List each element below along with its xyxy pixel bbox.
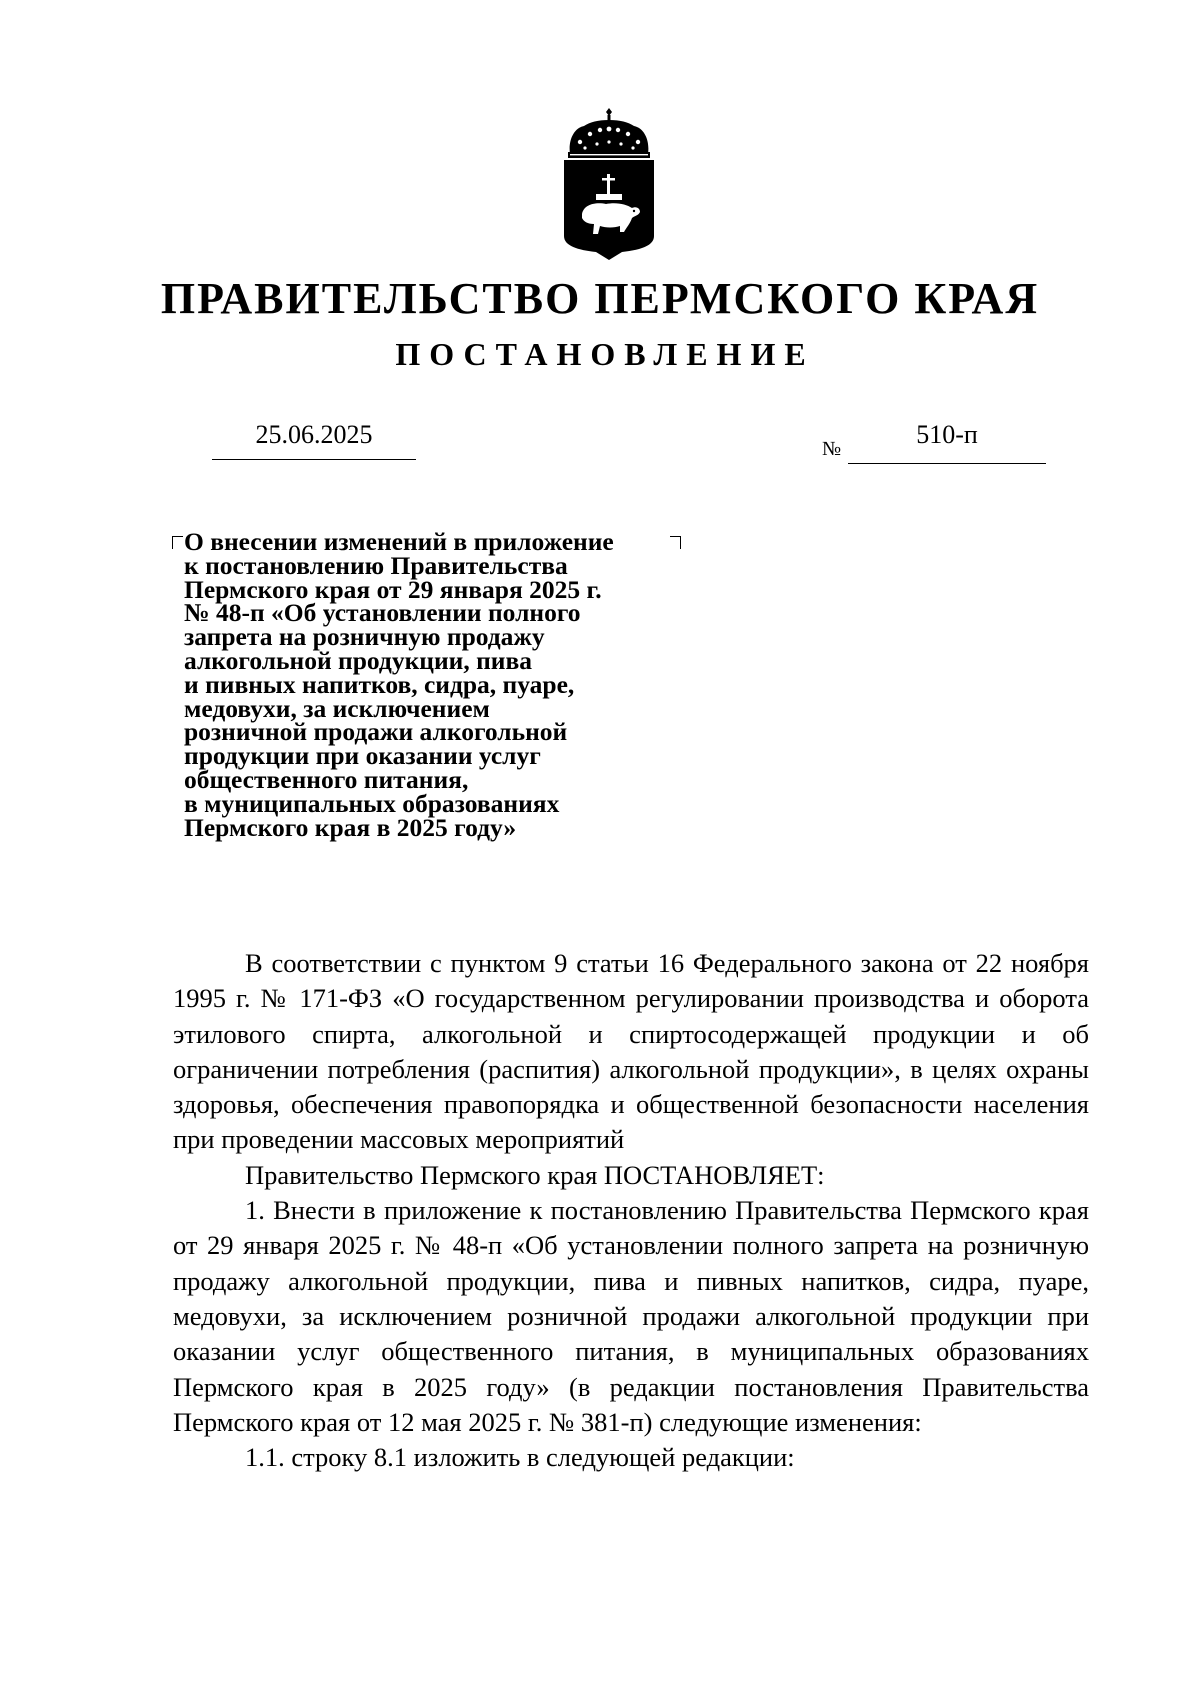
subject-line: алкогольной продукции, пива: [184, 645, 533, 675]
subject-line: О внесении изменений в приложение: [184, 527, 614, 556]
subject-line: общественного питания,: [184, 764, 469, 794]
subject-line: и пивных напитков, сидра, пуаре,: [184, 669, 575, 699]
subject-line: Пермского края от 29 января 2025 г.: [184, 574, 602, 604]
subject-line: розничной продажи алкогольной: [184, 717, 568, 747]
subject-line: Пермского края в 2025 году»: [184, 812, 517, 842]
document-body: [173, 946, 1089, 1475]
document-date: 25.06.2025: [212, 418, 416, 460]
subject-line: в муниципальных образованиях: [184, 788, 560, 818]
body-paragraph-item-1: 1. Внести в приложение к постановлению Правительства Пермского края от 29 января 2025 г. № 48-п «Об установлении полного запрета на розничную продажу алкогольной продукции, пива и пивных напитков, сидра, пуаре, медовухи, за исключением розничной продажи алкогольной продукции при оказании услуг общественного питания, в муниципальных образованиях Пермского края в 2025 году» (в редакции постановления Правительства Пермского края от 12 мая 2025 г. № 381-п) следующие изменения:: [173, 1195, 1089, 1437]
subject-line: к постановлению Правительства: [184, 550, 568, 580]
document-number: 510-п: [848, 418, 1046, 464]
body-paragraph-decree: Правительство Пермского края ПОСТАНОВЛЯЕТ:: [245, 1159, 825, 1190]
body-paragraph-item-1-1: 1.1. строку 8.1 изложить в следующей редакции:: [245, 1442, 795, 1473]
subject-line: запрета на розничную продажу: [184, 622, 545, 652]
subject-line: продукции при оказании услуг: [184, 741, 541, 771]
organization-title: ПРАВИТЕЛЬСТВО ПЕРМСКОГО КРАЯ: [160, 274, 1040, 323]
body-paragraph-preamble: В соответствии с пунктом 9 статьи 16 Федерального закона от 22 ноября 1995 г. № 171-ФЗ «О государственном регулировании производства и оборота этилового спирта, алкогольной и спиртосодержащей продукции и об ограничении потребления (распития) алкогольной продукции», в целях охраны здоровья, обеспечения правопорядка и общественной безопасности населения при проведении массовых мероприятий: [173, 948, 1089, 1155]
subject-corner-left: [172, 536, 183, 549]
subject-line: медовухи, за исключением: [184, 693, 490, 723]
perm-krai-coat-of-arms-icon: [560, 108, 658, 260]
subject-line: № 48-п «Об установлении полного: [184, 598, 581, 628]
number-sign: №: [822, 438, 842, 460]
document-subject: [184, 527, 684, 842]
document-type-heading: ПОСТАНОВЛЕНИЕ: [395, 336, 815, 372]
